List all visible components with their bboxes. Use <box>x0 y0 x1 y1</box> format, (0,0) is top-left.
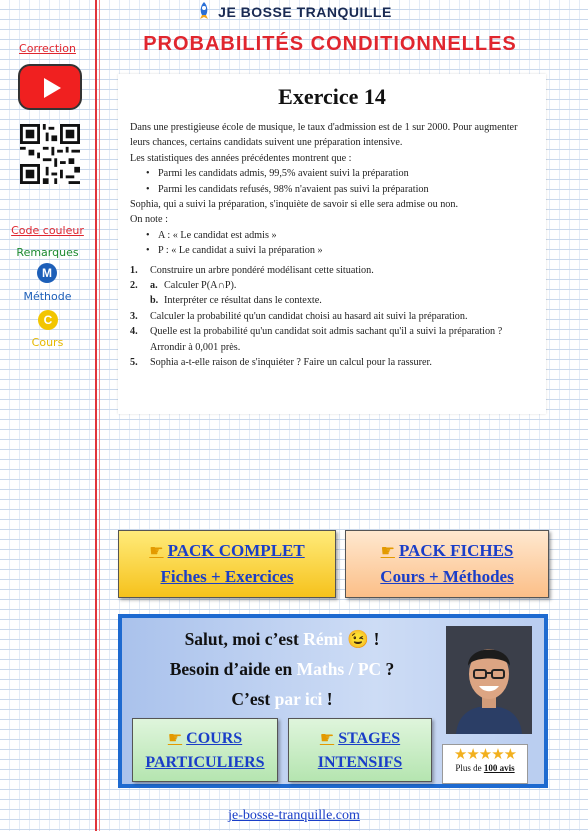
stages-intensifs-button[interactable]: ☛ STAGES INTENSIFS <box>288 718 432 782</box>
qr-code-icon[interactable] <box>20 124 80 184</box>
pack-fiches-button[interactable] <box>345 530 549 598</box>
question-1: 1. Construire un arbre pondéré modélisant cette situation. <box>130 264 374 276</box>
methode-label: Méthode <box>23 290 72 303</box>
stars-icon: ★★★★★ <box>453 745 517 763</box>
exercise-title: Exercice 14 <box>278 84 386 109</box>
stats-list <box>130 166 538 197</box>
question-4: 4. Quelle est la probabilité qu'un candidat soit admis sachant qu'il a suivi la préparation ? Arrondir à 0,001 près. <box>130 326 503 353</box>
youtube-button[interactable] <box>18 64 82 110</box>
promo-name: Rémi <box>303 629 344 649</box>
exercise-stats-intro: Les statistiques des années précédentes montrent que : <box>130 152 352 164</box>
cours-badge-icon: C <box>38 310 58 330</box>
cours-particuliers-button[interactable]: ☛ COURS PARTICULIERS <box>132 718 278 782</box>
pack-fiches-line2: Cours + Méthodes <box>380 567 514 586</box>
question-2b: b. Interpréter ce résultat dans le contexte. <box>150 295 322 307</box>
question-2a: 2. a. Calculer P(A∩P). <box>130 280 237 292</box>
list-item: • Parmi les candidats refusés, 98% n'avaient pas suivi la préparation <box>158 182 538 197</box>
margin-line <box>95 0 97 831</box>
events-list <box>130 228 538 259</box>
remarques-label: Remarques <box>16 246 79 259</box>
pack-complet-button[interactable] <box>118 530 336 598</box>
promo-box <box>118 614 548 788</box>
question-5: 5. Sophia a-t-elle raison de s'inquiéter ? Faire un calcul pour la rassurer. <box>130 357 432 369</box>
pointing-hand-icon: ☛ <box>319 728 335 747</box>
play-icon <box>44 78 61 98</box>
pointing-hand-icon: ☛ <box>380 541 395 560</box>
exercise-context: Sophia, qui a suivi la préparation, s'inquiète de savoir si elle sera admise ou non. <box>130 199 459 211</box>
promo-text: Salut, moi c’est Rémi 😉 ! Besoin d’aide en Maths / PC ? C’est par ici ! <box>169 629 395 709</box>
cours-label: Cours <box>31 336 64 349</box>
question-3: 3. Calculer la probabilité qu'un candidat choisi au hasard ait suivi la préparation. <box>130 310 468 322</box>
pack-fiches-line1: PACK FICHES <box>398 541 514 560</box>
rating-badge[interactable]: ★★★★★ Plus de 100 avis <box>442 744 528 784</box>
correction-label: Correction <box>19 42 76 55</box>
pack-complet-line2: Fiches + Exercices <box>160 567 294 586</box>
website-link[interactable]: je-bosse-tranquille.com <box>228 808 360 823</box>
brand-name: JE BOSSE TRANQUILLE <box>218 4 392 20</box>
exercise-body <box>130 120 538 371</box>
pointing-hand-icon: ☛ <box>149 541 164 560</box>
pointing-hand-icon: ☛ <box>167 728 183 747</box>
avatar <box>446 626 532 734</box>
list-item: • Parmi les candidats admis, 99,5% avaient suivi la préparation <box>158 166 538 181</box>
notation-label: On note : <box>130 214 168 226</box>
pack-complet-line1: PACK COMPLET <box>167 541 305 560</box>
methode-badge-icon: M <box>37 263 57 283</box>
code-couleur-label: Code couleur <box>11 224 84 237</box>
promo-subjects: Maths / PC <box>296 659 382 679</box>
margin-line-thin <box>99 0 100 831</box>
list-item: • P : « Le candidat a suivi la préparation » <box>158 243 538 258</box>
exercise-sheet <box>118 74 546 414</box>
promo-link[interactable]: par ici <box>274 689 323 709</box>
brand-header[interactable] <box>0 2 588 20</box>
reviews-count: 100 avis <box>483 763 515 773</box>
page-title: PROBABILITÉS CONDITIONNELLES <box>143 33 517 55</box>
exercise-intro: Dans une prestigieuse école de musique, le taux d'admission est de 1 sur 2000. Pour augmenter leurs chances, certains candidats suivent une préparation intensive. <box>130 122 518 149</box>
rocket-icon <box>196 2 212 20</box>
list-item: • A : « Le candidat est admis » <box>158 228 538 243</box>
